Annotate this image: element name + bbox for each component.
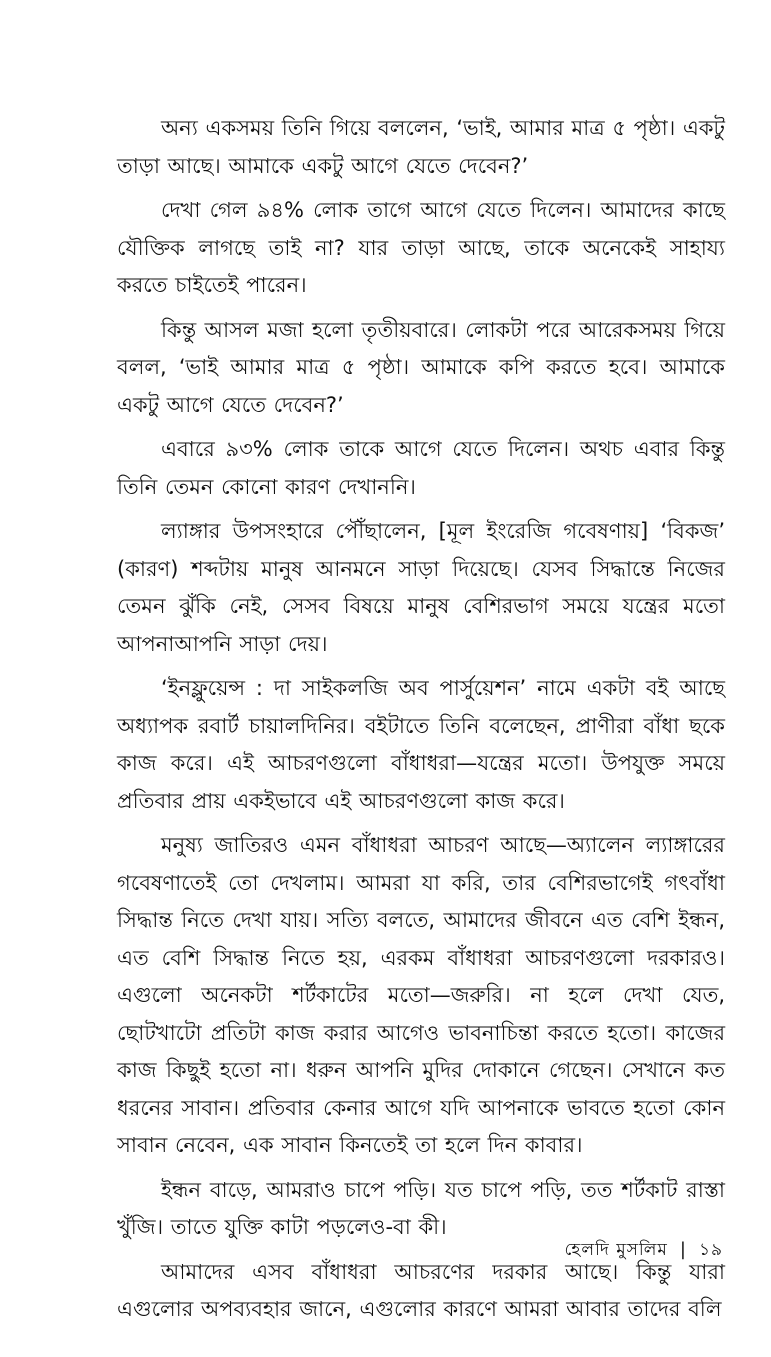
paragraph: ‘ইনফ্লুয়েন্স : দা সাইকলজি অব পার্সুয়েশন’ নামে একটা বই আছে অধ্যাপক রবার্ট চায়ালদিনির। বইটাতে তিনি বলেছেন, প্রাণীরা বাঁধা ছকে কাজ করে। এই আচরণগুলো বাঁধাধরা—যন্ত্রের মতো। উপযুক্ত সময়ে প্রতিবার প্রায় একইভাবে এই আচরণগুলো কাজ করে। (117, 676, 725, 813)
paragraph: মনুষ্য জাতিরও এমন বাঁধাধরা আচরণ আছে—অ্যালেন ল্যাঙ্গারের গবেষণাতেই তো দেখলাম। আমরা যা করি, তার বেশিরভাগেই গৎবাঁধা সিদ্ধান্ত নিতে দেখা যায়। সত্যি বলতে, আমাদের জীবনে এত বেশি ইন্ধন, এত বেশি সিদ্ধান্ত নিতে হয়, এরকম বাঁধাধরা আচরণগুলো দরকারও। এগুলো অনেকটা শর্টকাটের মতো—জরুরি। না হলে দেখা যেত, ছোটখাটো প্রতিটা কাজ করার আগেও ভাবনাচিন্তা করতে হতো। কাজের কাজ কিছুই হতো না। ধরুন আপনি মুদির দোকানে গেছেন। সেখানে কত ধরনের সাবান। প্রতিবার কেনার আগে যদি আপনাকে ভাবতে হতো কোন সাবান নেবেন, এক সাবান কিনতেই তা হলে দিন কাবার। (117, 833, 725, 1157)
page-footer (565, 1238, 723, 1262)
body-text (117, 110, 725, 1336)
paragraph: অন্য একসময় তিনি গিয়ে বললেন, ‘ভাই, আমার মাত্র ৫ পৃষ্ঠা। একটু তাড়া আছে। আমাকে একটু আগে যেতে দেবেন?’ (117, 116, 725, 178)
paragraph: ল্যাঙ্গার উপসংহারে পৌঁছালেন, [মূল ইংরেজি গবেষণায়] ‘বিকজ’ (কারণ) শব্দটায় মানুষ আনমনে সাড়া দিয়েছে। যেসব সিদ্ধান্তে নিজের তেমন ঝুঁকি নেই, সেসব বিষয়ে মানুষ বেশিরভাগ সময়ে যন্ত্রের মতো আপনাআপনি সাড়া দেয়। (117, 519, 725, 656)
paragraph: দেখা গেল ৯৪% লোক তাগে আগে যেতে দিলেন। আমাদের কাছে যৌক্তিক লাগছে তাই না? যার তাড়া আছে, তাকে অনেকেই সাহায্য করতে চাইতেই পারেন। (117, 198, 725, 297)
footer-divider: | (679, 1239, 687, 1260)
page-number: ১৯ (698, 1240, 723, 1260)
running-title: হেলদি মুসলিম (564, 1240, 668, 1260)
paragraph: ইন্ধন বাড়ে, আমরাও চাপে পড়ি। যত চাপে পড়ি, তত শর্টকাট রাস্তা খুঁজি। তাতে যুক্তি কাটা পড়লেও-বা কী। (117, 1177, 725, 1239)
paragraph: এবারে ৯৩% লোক তাকে আগে যেতে দিলেন। অথচ এবার কিন্তু তিনি তেমন কোনো কারণ দেখাননি। (117, 437, 725, 499)
paragraph: আমাদের এসব বাঁধাধরা আচরণের দরকার আছে। কিন্তু যারা এগুলোর অপব্যবহার জানে, এগুলোর কারণে আমরা আবার তাদের বলি (117, 1259, 725, 1321)
paragraph: কিন্তু আসল মজা হলো তৃতীয়বারে। লোকটা পরে আরেকসময় গিয়ে বলল, ‘ভাই আমার মাত্র ৫ পৃষ্ঠা। আমাকে কপি করতে হবে। আমাকে একটু আগে যেতে দেবেন?’ (117, 317, 725, 417)
